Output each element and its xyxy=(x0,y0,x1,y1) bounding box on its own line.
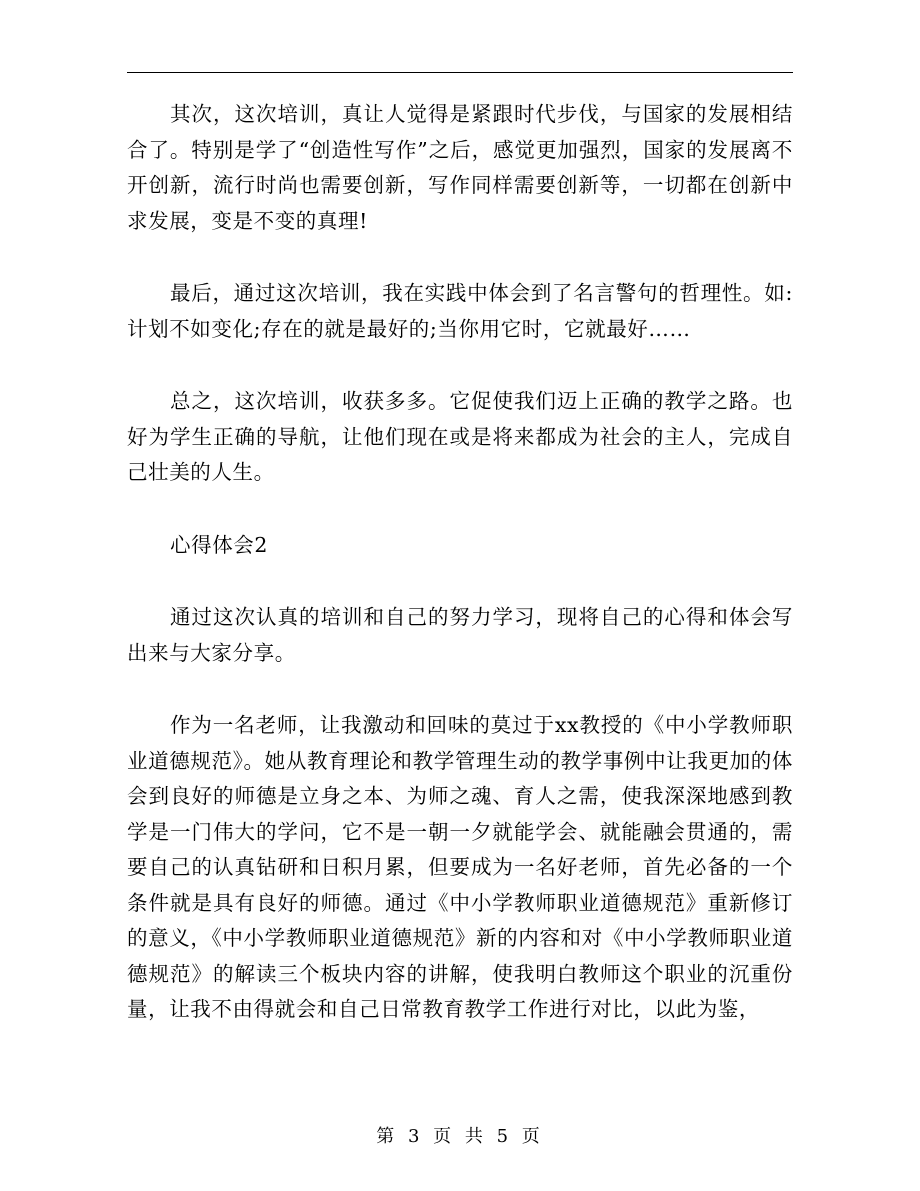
paragraph-gap xyxy=(127,239,793,276)
page-number: 第 3 页 共 5 页 xyxy=(376,1126,544,1147)
header-rule xyxy=(127,72,793,73)
paragraph: 其次，这次培训，真让人觉得是紧跟时代步伐，与国家的发展相结合了。特别是学了“创造性写作”之后，感觉更加强烈，国家的发展离不开创新，流行时尚也需要创新，写作同样需要创新等，一切都在创新中求发展，变是不变的真理! xyxy=(127,102,793,233)
paragraph: 总之，这次培训，收获多多。它促使我们迈上正确的教学之路。也好为学生正确的导航，让他们现在或是将来都成为社会的主人，完成自己壮美的人生。 xyxy=(127,389,793,484)
paragraph: 通过这次认真的培训和自己的努力学习，现将自己的心得和体会写出来与大家分享。 xyxy=(127,605,793,665)
paragraph: 最后，通过这次培训，我在实践中体会到了名言警句的哲理性。如:计划不如变化;存在的就是最好的;当你用它时，它就最好…… xyxy=(127,281,793,341)
section-heading: 心得体会2 xyxy=(170,532,269,557)
paragraph-gap xyxy=(127,491,793,528)
paragraph: 作为一名老师，让我激动和回味的莫过于xx教授的《中小学教师职业道德规范》。她从教育理论和教学管理生动的教学事例中让我更加的体会到良好的师德是立身之本、为师之魂、育人之需，使我深深地感到教学是一门伟大的学问，它不是一朝一夕就能学会、就能融会贯通的，需要自己的认真钻研和日积月累，但要成为一名好老师，首先必备的一个条件就是具有良好的师德。通过《中小学教师职业道德规范》重新修订的意义，《中小学教师职业道德规范》新的内容和对《中小学教师职业道德规范》的解读三个板块内容的讲解，使我明白教师这个职业的沉重份量，让我不由得就会和自己日常教育教学工作进行对比，以此为鉴， xyxy=(127,713,793,1021)
paragraph-gap xyxy=(127,347,793,384)
document-body xyxy=(127,97,793,1028)
paragraph-gap xyxy=(127,563,793,600)
paragraph-gap xyxy=(127,671,793,708)
